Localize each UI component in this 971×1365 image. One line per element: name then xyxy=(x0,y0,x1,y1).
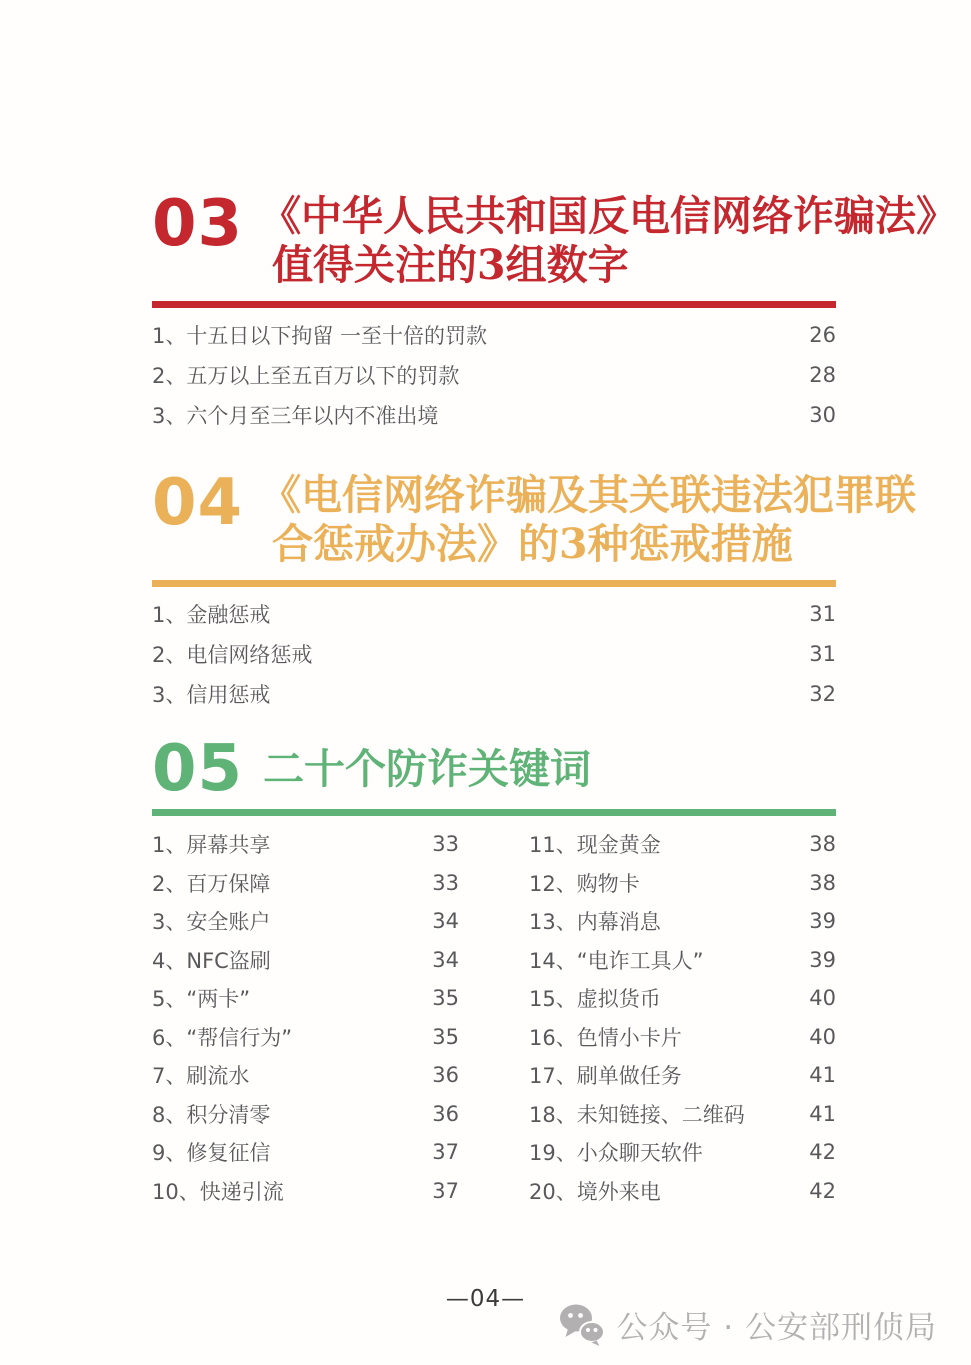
section-04-header xyxy=(152,466,917,569)
toc-entry-page: 41 xyxy=(809,1101,836,1126)
toc-entry xyxy=(152,315,836,355)
section-03-header xyxy=(152,187,958,290)
toc-entry-label: 1、金融惩戒 xyxy=(152,603,271,627)
toc-entry xyxy=(152,594,836,634)
section-03-rule xyxy=(152,301,836,308)
toc-entry-page: 42 xyxy=(809,1178,836,1203)
toc-entry-page: 34 xyxy=(432,909,459,934)
toc-entry xyxy=(152,1095,459,1134)
toc-entry-page: 36 xyxy=(432,1101,459,1126)
section-05-entries xyxy=(152,825,836,1210)
toc-entry xyxy=(152,355,836,395)
toc-entry xyxy=(152,864,459,903)
toc-entry xyxy=(529,1056,836,1095)
toc-entry-label: 7、刷流水 xyxy=(152,1064,250,1089)
section-03-number: 03 xyxy=(152,187,244,261)
toc-entry xyxy=(152,1018,459,1057)
toc-entry-label: 1、十五日以下拘留 一至十倍的罚款 xyxy=(152,324,488,348)
toc-entry-label: 10、快递引流 xyxy=(152,1179,284,1204)
toc-entry-page: 36 xyxy=(432,1063,459,1088)
toc-entry-label: 15、虚拟货币 xyxy=(529,987,661,1012)
toc-entry xyxy=(152,941,459,980)
watermark xyxy=(559,1302,937,1347)
toc-entry xyxy=(152,1172,459,1211)
section-05-title: 二十个防诈关键词 xyxy=(263,745,592,793)
toc-entry-page: 28 xyxy=(809,363,836,387)
section-04-title-line2: 合惩戒办法》的3种惩戒措施 xyxy=(272,520,793,568)
toc-entry xyxy=(152,1133,459,1172)
toc-entry-label: 4、NFC盗刷 xyxy=(152,948,271,973)
toc-entry-page: 39 xyxy=(809,909,836,934)
toc-entry-label: 20、境外来电 xyxy=(529,1179,661,1204)
section-03-title-line2: 值得关注的3组数字 xyxy=(272,241,629,289)
toc-entry-label: 16、色情小卡片 xyxy=(529,1025,682,1050)
page-number: —04— xyxy=(445,1286,526,1312)
toc-entry xyxy=(529,1172,836,1211)
toc-entry-label: 19、小众聊天软件 xyxy=(529,1141,703,1166)
toc-entry-page: 42 xyxy=(809,1140,836,1165)
toc-entry xyxy=(529,1018,836,1057)
toc-entry xyxy=(152,825,459,864)
toc-entry-page: 33 xyxy=(432,832,459,857)
section-04-title-line1: 《电信网络诈骗及其关联违法犯罪联 xyxy=(260,471,917,519)
toc-entry-page: 35 xyxy=(432,986,459,1011)
section-03 xyxy=(152,0,958,435)
toc-entry-page: 31 xyxy=(809,602,836,626)
toc-entry-label: 3、信用惩戒 xyxy=(152,683,271,707)
toc-entry-label: 2、五万以上至五百万以下的罚款 xyxy=(152,364,460,388)
toc-entry-label: 2、电信网络惩戒 xyxy=(152,643,313,667)
toc-entry-page: 38 xyxy=(809,832,836,857)
toc-entry xyxy=(152,902,459,941)
section-03-title xyxy=(260,192,957,290)
section-05 xyxy=(152,732,836,1210)
toc-entry-label: 6、“帮信行为” xyxy=(152,1025,293,1050)
toc-entry-label: 3、六个月至三年以内不准出境 xyxy=(152,404,439,428)
toc-entry-label: 14、“电诈工具人” xyxy=(529,948,704,973)
toc-entry-label: 13、内幕消息 xyxy=(529,910,661,935)
toc-content xyxy=(152,0,958,1210)
toc-entry-page: 30 xyxy=(809,403,836,427)
section-04-number: 04 xyxy=(152,466,244,540)
toc-entry-page: 40 xyxy=(809,986,836,1011)
toc-entry-page: 37 xyxy=(432,1178,459,1203)
toc-entry-label: 8、积分清零 xyxy=(152,1102,271,1127)
toc-entry-page: 33 xyxy=(432,870,459,895)
toc-entry xyxy=(529,1095,836,1134)
watermark-text: 公众号 · 公安部刑侦局 xyxy=(616,1310,937,1346)
section-04 xyxy=(152,466,917,714)
section-03-title-line1: 《中华人民共和国反电信网络诈骗法》 xyxy=(260,192,958,240)
toc-entry-page: 38 xyxy=(809,870,836,895)
toc-entry-page: 31 xyxy=(809,642,836,666)
toc-entry-page: 41 xyxy=(809,1063,836,1088)
toc-entry xyxy=(529,1133,836,1172)
toc-entry-label: 3、安全账户 xyxy=(152,910,271,935)
toc-entry-page: 39 xyxy=(809,947,836,972)
toc-entry-page: 32 xyxy=(809,682,836,706)
toc-entry-label: 5、“两卡” xyxy=(152,987,251,1012)
toc-entry xyxy=(529,979,836,1018)
toc-entry-label: 1、屏幕共享 xyxy=(152,833,271,858)
toc-entry-page: 34 xyxy=(432,947,459,972)
section-04-entries xyxy=(152,594,836,714)
toc-entry-label: 18、未知链接、二维码 xyxy=(529,1102,745,1127)
toc-entry xyxy=(152,1056,459,1095)
toc-entry xyxy=(529,825,836,864)
toc-entry xyxy=(529,902,836,941)
section-03-entries xyxy=(152,315,836,435)
toc-entry-label: 2、百万保障 xyxy=(152,871,271,896)
toc-entry xyxy=(529,941,836,980)
section-05-header xyxy=(152,732,836,806)
toc-entry-page: 26 xyxy=(809,323,836,347)
section-05-number: 05 xyxy=(152,732,244,806)
toc-entry-page: 35 xyxy=(432,1024,459,1049)
section-04-rule xyxy=(152,580,836,587)
toc-entry-label: 12、购物卡 xyxy=(529,871,640,896)
toc-entry-page: 40 xyxy=(809,1024,836,1049)
toc-entry-label: 9、修复征信 xyxy=(152,1141,271,1166)
toc-entry-label: 17、刷单做任务 xyxy=(529,1064,682,1089)
toc-entry-page: 37 xyxy=(432,1140,459,1165)
toc-entry-label: 11、现金黄金 xyxy=(529,833,661,858)
section-05-rule xyxy=(152,809,836,816)
toc-entry xyxy=(152,634,836,674)
toc-entry xyxy=(152,674,836,714)
section-04-title xyxy=(260,471,916,569)
wechat-icon xyxy=(559,1303,605,1347)
toc-entry xyxy=(152,979,459,1018)
toc-entry xyxy=(529,864,836,903)
toc-entry xyxy=(152,395,836,435)
